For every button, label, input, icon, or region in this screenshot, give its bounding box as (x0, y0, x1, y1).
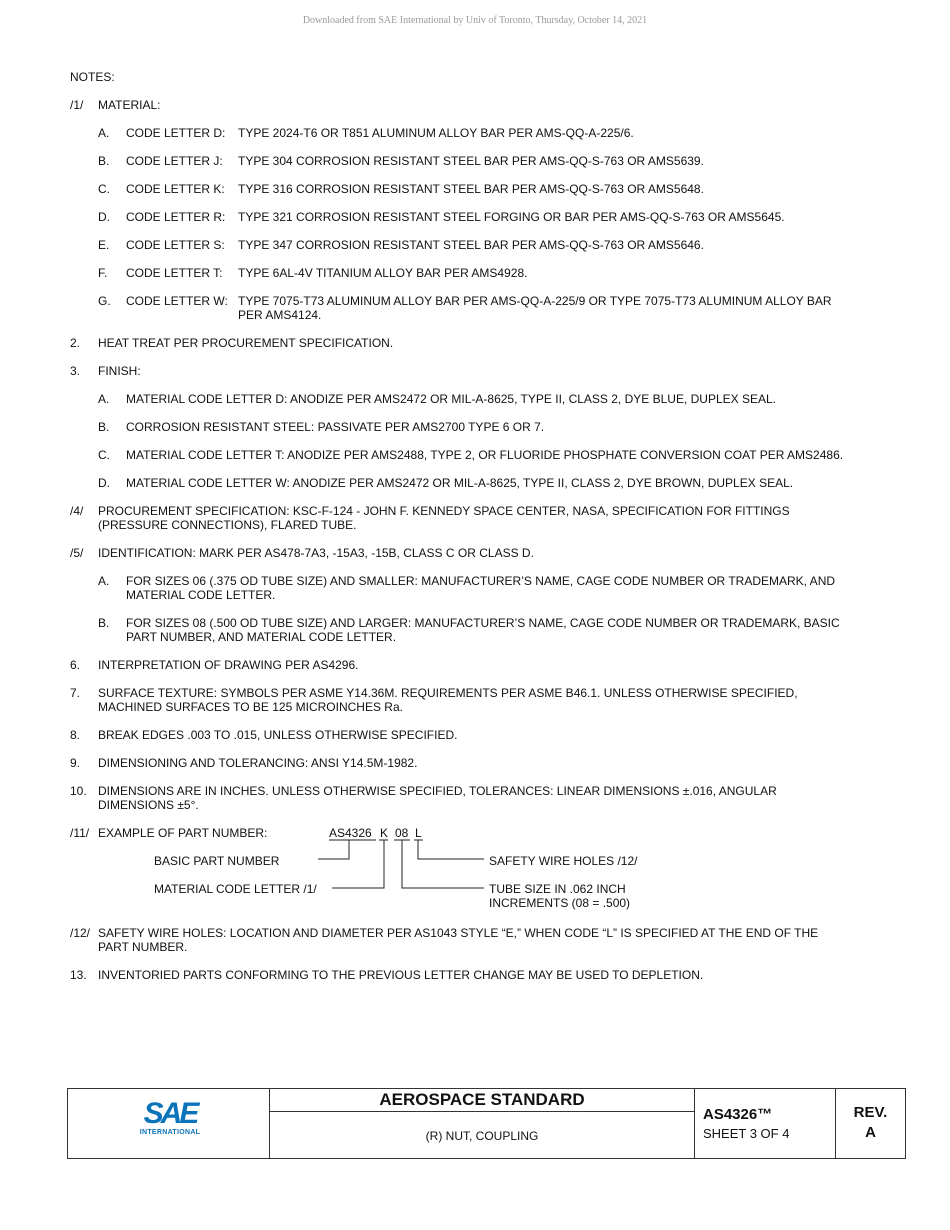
item-letter: D. (98, 210, 110, 224)
notes-title: NOTES: (70, 70, 115, 84)
item-letter: B. (98, 154, 110, 168)
note-text: PROCUREMENT SPECIFICATION: KSC-F-124 - JOHN F. KENNEDY SPACE CENTER, NASA, SPECIFICATION FOR FITTINGS (PRESSURE CONNECTIONS), FLARED TUBE. (98, 504, 790, 532)
tube-size-label: TUBE SIZE IN .062 INCH (489, 882, 626, 896)
note-number: /12/ (70, 926, 91, 940)
note-1-item (70, 294, 850, 322)
material-code: CODE LETTER S: (126, 238, 225, 252)
item-letter: A. (98, 574, 110, 588)
note-5 (70, 546, 850, 560)
item-text: CORROSION RESISTANT STEEL: PASSIVATE PER AMS2700 TYPE 6 OR 7. (126, 420, 545, 434)
item-text: TYPE 6AL-4V TITANIUM ALLOY BAR PER AMS4928. (238, 266, 528, 280)
note-text: INVENTORIED PARTS CONFORMING TO THE PREVIOUS LETTER CHANGE MAY BE USED TO DEPLETION. (98, 968, 704, 982)
note-1-item (70, 154, 850, 168)
material-letter-code: K (380, 826, 389, 840)
note-text: SAFETY WIRE HOLES: LOCATION AND DIAMETER PER AS1043 STYLE “E,” WHEN CODE “L” IS SPECIFIED AT THE END OF THE PART NUMBER. (98, 926, 819, 954)
note-text: IDENTIFICATION: MARK PER AS478-7A3, -15A3, -15B, CLASS C OR CLASS D. (98, 546, 534, 560)
note-3-item (70, 392, 850, 406)
tube-size-code: 08 (395, 826, 409, 840)
note-1-item (70, 210, 850, 224)
material-code: CODE LETTER K: (126, 182, 225, 196)
note-text: HEAT TREAT PER PROCUREMENT SPECIFICATION. (98, 336, 394, 350)
note-8 (70, 728, 850, 742)
note-number: 8. (70, 728, 81, 742)
item-text: FOR SIZES 06 (.375 OD TUBE SIZE) AND SMALLER: MANUFACTURER’S NAME, CAGE CODE NUMBER OR TRADEMARK, AND MATERIAL CODE LETTER. (126, 574, 836, 602)
note-13 (70, 968, 850, 982)
item-text: TYPE 2024-T6 OR T851 ALUMINUM ALLOY BAR PER AMS-QQ-A-225/6. (238, 126, 634, 140)
document-number: AS4326™ (703, 1106, 773, 1123)
sae-logo-mark: SAE (143, 1097, 197, 1130)
item-text: TYPE 316 CORROSION RESISTANT STEEL BAR PER AMS-QQ-S-763 OR AMS5648. (238, 182, 704, 196)
item-text: TYPE 7075-T73 ALUMINUM ALLOY BAR PER AMS-QQ-A-225/9 OR TYPE 7075-T73 ALUMINUM ALLOY BAR PER AMS4124. (238, 294, 832, 322)
note-number: 6. (70, 658, 81, 672)
note-number: 2. (70, 336, 81, 350)
material-code: CODE LETTER D: (126, 126, 226, 140)
item-letter: F. (98, 266, 108, 280)
safety-wire-label: SAFETY WIRE HOLES /12/ (489, 854, 638, 868)
note-3-item (70, 448, 850, 462)
material-code: CODE LETTER T: (126, 266, 223, 280)
item-letter: E. (98, 238, 110, 252)
note-number: 3. (70, 364, 81, 378)
item-text: MATERIAL CODE LETTER T: ANODIZE PER AMS2488, TYPE 2, OR FLUORIDE PHOSPHATE CONVERSION COAT PER AMS2486. (126, 448, 844, 462)
note-5-item (70, 616, 850, 644)
note-text: INTERPRETATION OF DRAWING PER AS4296. (98, 658, 359, 672)
item-letter: B. (98, 420, 110, 434)
revision-label: REV. (853, 1104, 888, 1121)
title-cell (270, 1089, 695, 1158)
note-6 (70, 658, 850, 672)
note-3-item (70, 420, 850, 434)
note-1-item (70, 238, 850, 252)
note-text: DIMENSIONING AND TOLERANCING: ANSI Y14.5M-1982. (98, 756, 418, 770)
basic-part-code: AS4326 (329, 826, 372, 840)
part-number-example (70, 826, 850, 912)
note-number: 7. (70, 686, 81, 700)
item-letter: D. (98, 476, 110, 490)
item-text: TYPE 304 CORROSION RESISTANT STEEL BAR PER AMS-QQ-S-763 OR AMS5639. (238, 154, 704, 168)
note-text: EXAMPLE OF PART NUMBER: (98, 826, 268, 840)
sheet-number: SHEET 3 OF 4 (703, 1126, 790, 1141)
note-3 (70, 364, 850, 378)
note-number: /1/ (70, 98, 84, 112)
note-7 (70, 686, 850, 714)
note-5-item (70, 574, 850, 602)
note-1-item (70, 126, 850, 140)
tube-size-increments-label: INCREMENTS (08 = .500) (489, 896, 631, 910)
item-letter: B. (98, 616, 110, 630)
sae-logo-subtitle: INTERNATIONAL (139, 1129, 201, 1136)
material-code: CODE LETTER W: (126, 294, 228, 308)
logo-cell (68, 1089, 270, 1158)
revision-value: A (865, 1124, 876, 1141)
note-1 (70, 98, 850, 112)
note-number: 13. (70, 968, 87, 982)
note-number: 10. (70, 784, 87, 798)
document-number-cell (695, 1089, 836, 1158)
sae-logo (138, 1099, 202, 1136)
item-letter: A. (98, 126, 110, 140)
note-text: MATERIAL: (98, 98, 161, 112)
title-block (67, 1088, 906, 1159)
material-code: CODE LETTER J: (126, 154, 223, 168)
note-text: DIMENSIONS ARE IN INCHES. UNLESS OTHERWISE SPECIFIED, TOLERANCES: LINEAR DIMENSIONS ±.016, ANGULAR DIMENSIONS ±5°. (98, 784, 777, 812)
item-text: FOR SIZES 08 (.500 OD TUBE SIZE) AND LARGER: MANUFACTURER’S NAME, CAGE CODE NUMBER OR TRADEMARK, BASIC PART NUMBER, AND MATERIAL CODE LETTER. (126, 616, 840, 644)
note-number: /4/ (70, 504, 84, 518)
item-letter: C. (98, 182, 110, 196)
notes-section (70, 70, 850, 996)
standard-title: AEROSPACE STANDARD (270, 1089, 694, 1112)
item-letter: A. (98, 392, 110, 406)
note-number: /5/ (70, 546, 84, 560)
note-2 (70, 336, 850, 350)
note-number: 9. (70, 756, 81, 770)
note-text: BREAK EDGES .003 TO .015, UNLESS OTHERWISE SPECIFIED. (98, 728, 458, 742)
note-9 (70, 756, 850, 770)
revision-cell (836, 1089, 905, 1158)
note-1-item (70, 182, 850, 196)
item-letter: G. (98, 294, 111, 308)
revision (836, 1103, 905, 1143)
note-4 (70, 504, 850, 532)
safety-wire-code: L (415, 826, 422, 840)
item-letter: C. (98, 448, 110, 462)
note-text: FINISH: (98, 364, 141, 378)
note-3-item (70, 476, 850, 490)
note-1-item (70, 266, 850, 280)
item-text: TYPE 321 CORROSION RESISTANT STEEL FORGING OR BAR PER AMS-QQ-S-763 OR AMS5645. (238, 210, 785, 224)
item-text: TYPE 347 CORROSION RESISTANT STEEL BAR PER AMS-QQ-S-763 OR AMS5646. (238, 238, 704, 252)
material-code-label: MATERIAL CODE LETTER /1/ (154, 882, 317, 896)
item-text: MATERIAL CODE LETTER W: ANODIZE PER AMS2472 OR MIL-A-8625, TYPE II, CLASS 2, DYE BROWN, DUPLEX SEAL. (126, 476, 794, 490)
note-10 (70, 784, 850, 812)
material-code: CODE LETTER R: (126, 210, 226, 224)
note-text: SURFACE TEXTURE: SYMBOLS PER ASME Y14.36M. REQUIREMENTS PER ASME B46.1. UNLESS OTHERWISE SPECIFIED, MACHINED SURFACES TO BE 125 MICROINCHES Ra. (98, 686, 798, 714)
note-number: /11/ (70, 826, 90, 840)
basic-part-label: BASIC PART NUMBER (154, 854, 280, 868)
item-text: MATERIAL CODE LETTER D: ANODIZE PER AMS2472 OR MIL-A-8625, TYPE II, CLASS 2, DYE BLUE, DUPLEX SEAL. (126, 392, 776, 406)
note-12 (70, 926, 850, 954)
document-title: (R) NUT, COUPLING (425, 1129, 539, 1143)
download-watermark: Downloaded from SAE International by Univ of Toronto, Thursday, October 14, 2021 (302, 15, 648, 26)
